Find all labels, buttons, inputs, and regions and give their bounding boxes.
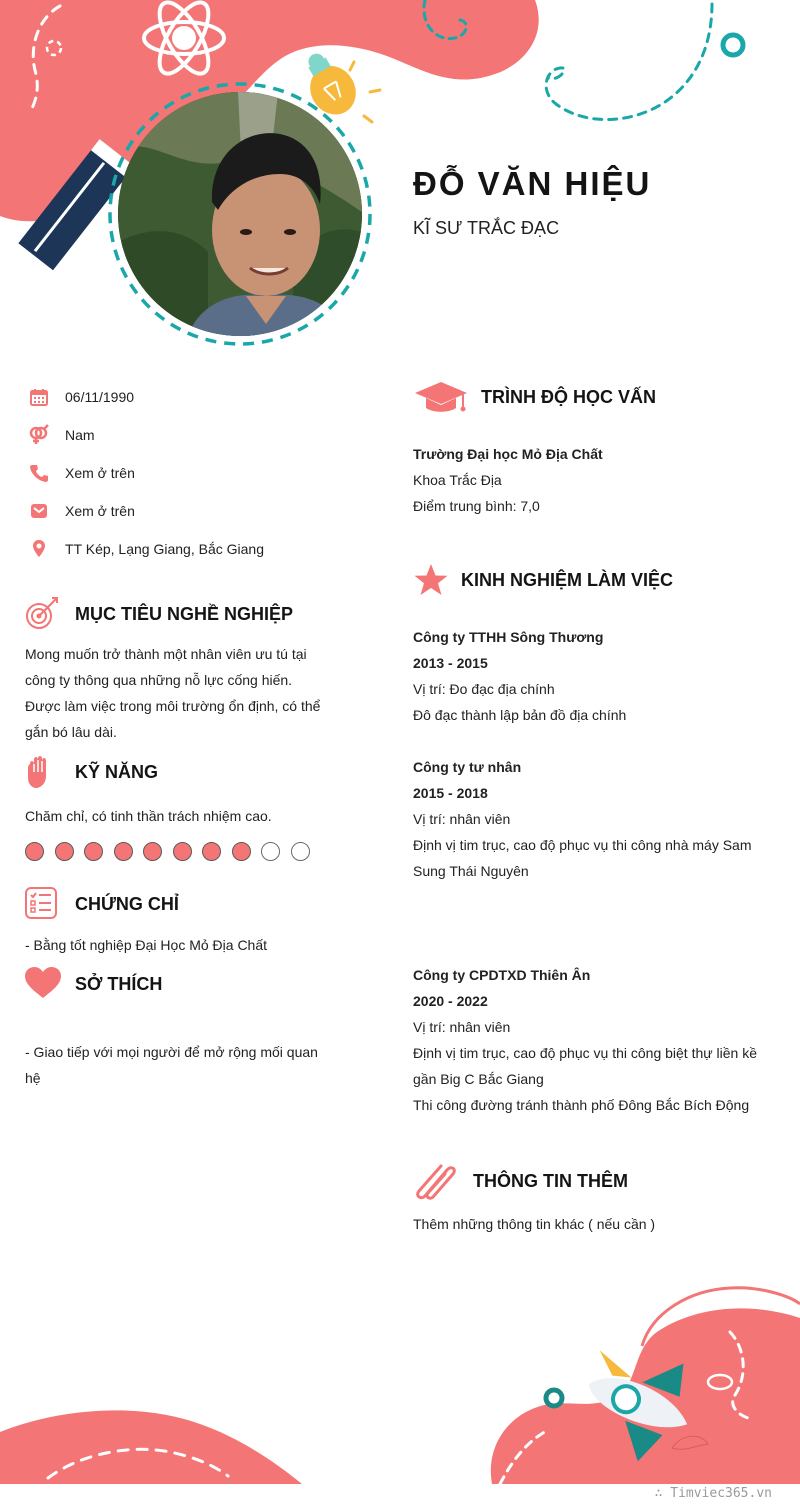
rating-dot (232, 842, 251, 861)
rating-dot (25, 842, 44, 861)
job-company: Công ty TTHH Sông Thương (413, 629, 604, 645)
faculty-name: Khoa Trắc Địa (413, 472, 502, 488)
watermark: ∴ Timviec365.vn (654, 1486, 772, 1501)
contact-phone (28, 461, 368, 485)
extra-text: Thêm những thông tin khác ( nếu cần ) (413, 1216, 656, 1232)
gpa-text: Điểm trung bình: 7,0 (413, 498, 540, 514)
job-entry (413, 962, 783, 1118)
location-pin-icon (28, 538, 50, 560)
rating-dot (202, 842, 221, 861)
skills-heading (24, 754, 158, 790)
birthday-text: 06/11/1990 (65, 389, 135, 405)
paperclip-icon (413, 1160, 459, 1202)
job-line: Đô đạc thành lập bản đồ địa chính (413, 707, 627, 723)
rating-dot (291, 842, 310, 861)
skill-rating (25, 842, 320, 861)
education-details (413, 441, 773, 519)
target-icon (24, 596, 60, 632)
phone-icon (28, 462, 50, 484)
experience-title: KINH NGHIỆM LÀM VIỆC (461, 569, 674, 590)
rating-dot (84, 842, 103, 861)
rating-dot (143, 842, 162, 861)
address-text: TT Kép, Lạng Giang, Bắc Giang (65, 541, 264, 557)
objective-line: Được làm việc trong môi trường ổn định, có thể (25, 698, 321, 714)
checklist-icon (24, 886, 60, 922)
job-period: 2015 - 2018 (413, 785, 488, 801)
job-company: Công ty CPDTXD Thiên Ân (413, 967, 591, 983)
star-icon (413, 562, 449, 598)
profile-photo-illustration (118, 92, 362, 336)
job-company: Công ty tư nhân (413, 759, 522, 775)
phone-text: Xem ở trên (65, 465, 135, 481)
objective-text (25, 641, 355, 745)
job-title: KĨ SƯ TRẮC ĐẠC (413, 218, 560, 238)
certificates-heading (24, 886, 179, 922)
job-line: Vị trí: nhân viên (413, 1019, 511, 1035)
objective-line: công ty thông qua những nỗ lực cống hiến. (25, 672, 293, 688)
job-line: Định vị tim trục, cao độ phục vụ thi công biệt thự liền kề (413, 1045, 757, 1061)
contact-birthday (28, 385, 368, 409)
job-line: Vị trí: Đo đạc địa chính (413, 681, 555, 697)
contact-address (28, 537, 368, 561)
full-name: ĐỖ VĂN HIỆU (413, 165, 652, 202)
fist-icon (24, 754, 60, 790)
contact-email (28, 499, 368, 523)
graduation-cap-icon (413, 380, 469, 414)
job-period: 2020 - 2022 (413, 993, 488, 1009)
objective-line: Mong muốn trở thành một nhân viên ưu tú tại (25, 646, 307, 662)
objective-heading (24, 596, 293, 632)
profile-photo (118, 92, 362, 336)
rating-dot (261, 842, 280, 861)
objective-title: MỤC TIÊU NGHỀ NGHIỆP (75, 603, 294, 624)
extra-heading (413, 1160, 628, 1202)
contact-gender (28, 423, 368, 447)
skills-title: KỸ NĂNG (75, 761, 159, 782)
hobby-line: - Giao tiếp với mọi người để mở rộng mối quan (25, 1044, 318, 1060)
certificate-item: - Bằng tốt nghiệp Đại Học Mỏ Địa Chất (25, 937, 268, 953)
hobby-line: hệ (25, 1070, 41, 1086)
calendar-icon (28, 386, 50, 408)
objective-line: gắn bó lâu dài. (25, 724, 117, 740)
certificates-title: CHỨNG CHỈ (75, 893, 179, 914)
heart-icon (24, 966, 60, 1002)
gender-icon (28, 424, 50, 446)
school-name: Trường Đại học Mỏ Địa Chất (413, 446, 603, 462)
email-text: Xem ở trên (65, 503, 135, 519)
hobbies-heading (24, 966, 162, 1002)
email-icon (28, 500, 50, 522)
job-entry (413, 624, 773, 728)
job-line: Vị trí: nhân viên (413, 811, 511, 827)
extra-title: THÔNG TIN THÊM (473, 1170, 628, 1191)
job-entry (413, 754, 773, 884)
job-line: Sung Thái Nguyên (413, 863, 529, 879)
job-line: gần Big C Bắc Giang (413, 1071, 544, 1087)
education-title: TRÌNH ĐỘ HỌC VẤN (481, 386, 656, 407)
rating-dot (114, 842, 133, 861)
rating-dot (55, 842, 74, 861)
gender-text: Nam (65, 427, 95, 443)
job-line: Thi công đường tránh thành phố Đông Bắc Bích Động (413, 1097, 750, 1113)
education-heading (413, 380, 656, 414)
hobbies-text (25, 1039, 355, 1091)
skills-text: Chăm chỉ, có tinh thần trách nhiệm cao. (25, 808, 272, 824)
experience-heading (413, 562, 673, 598)
job-line: Định vị tim trục, cao độ phục vụ thi công nhà máy Sam (413, 837, 752, 853)
hobbies-title: SỞ THÍCH (75, 973, 163, 994)
rating-dot (173, 842, 192, 861)
job-period: 2013 - 2015 (413, 655, 488, 671)
